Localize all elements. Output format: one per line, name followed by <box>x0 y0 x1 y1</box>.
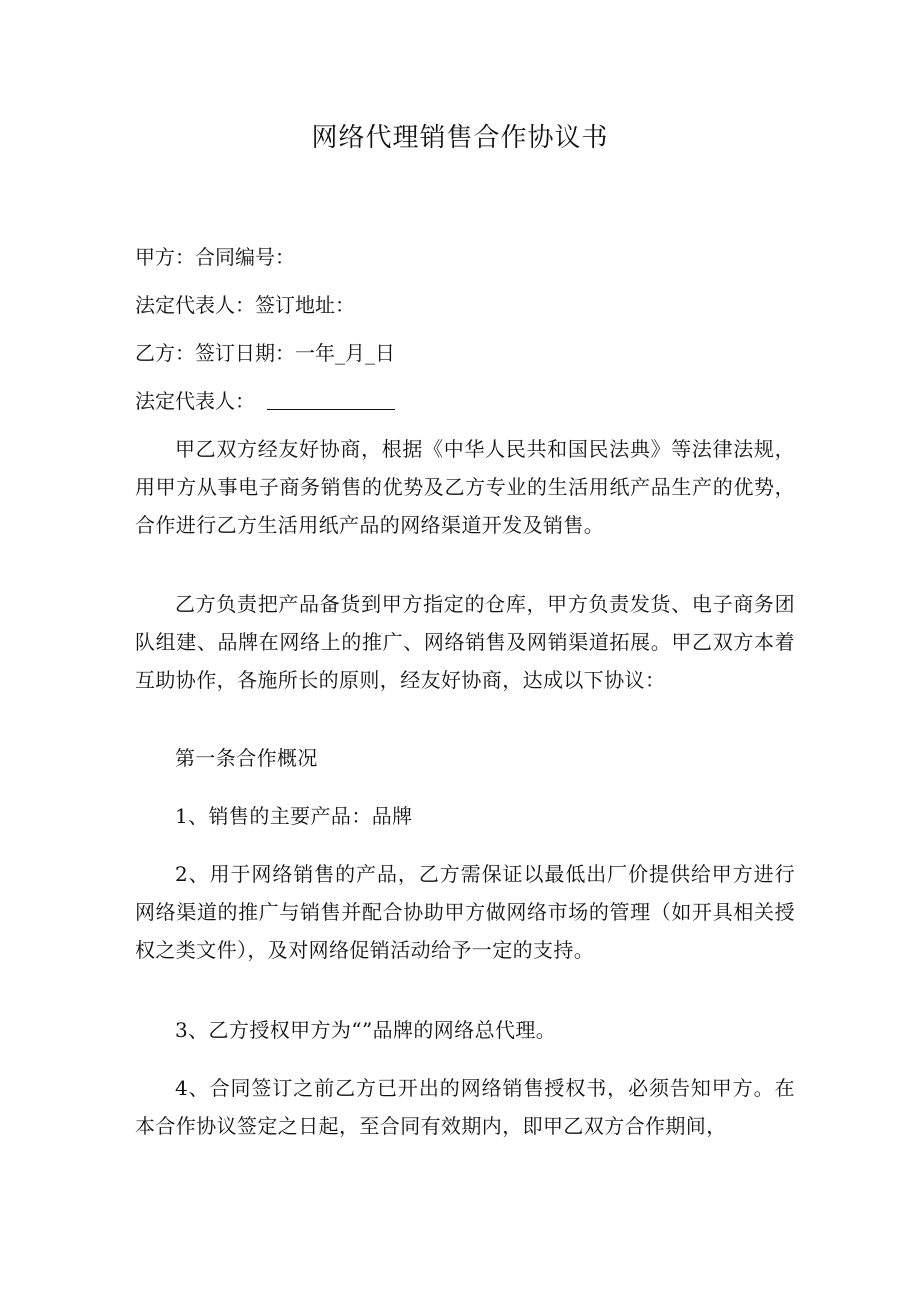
clause-3: 3、乙方授权甲方为“”品牌的网络总代理。 <box>175 1018 557 1042</box>
intro-paragraph: 甲乙双方经友好协商，根据《中华人民共和国民法典》等法律法规，用甲方从事电子商务销售的优势及乙方专业的生活用纸产品生产的优势，合作进行乙方生活用纸产品的网络渠道开发及销售。 <box>135 437 795 537</box>
responsibility-paragraph: 乙方负责把产品备货到甲方指定的仓库，甲方负责发货、电子商务团队组建、品牌在网络上的推广、网络销售及网销渠道拓展。甲乙双方本着互助协作，各施所长的原则，经友好协商，达成以下协议： <box>135 592 795 692</box>
party-b-line: 乙方：签订日期：一年_月_日 <box>135 341 395 365</box>
party-b-representative-label: 法定代表人： <box>135 389 255 413</box>
clause-2: 2、用于网络销售的产品，乙方需保证以最低出厂价提供给甲方进行网络渠道的推广与销售并配合协助甲方做网络市场的管理（如开具相关授权之类文件），及对网络促销活动给予一定的支持。 <box>135 862 795 962</box>
signature-blank <box>267 387 395 410</box>
party-a-line: 甲方：合同编号： <box>135 245 295 269</box>
clause-4: 4、合同签订之前乙方已开出的网络销售授权书，必须告知甲方。在本合作协议签定之日起，至合同有效期内，即甲乙双方合作期间， <box>135 1076 795 1138</box>
document-title: 网络代理销售合作协议书 <box>311 123 609 153</box>
party-a-representative-line: 法定代表人：签订地址： <box>135 293 355 317</box>
article-one-heading: 第一条合作概况 <box>175 746 318 770</box>
clause-1: 1、销售的主要产品：品牌 <box>175 804 413 828</box>
party-b-representative-line <box>135 385 795 417</box>
